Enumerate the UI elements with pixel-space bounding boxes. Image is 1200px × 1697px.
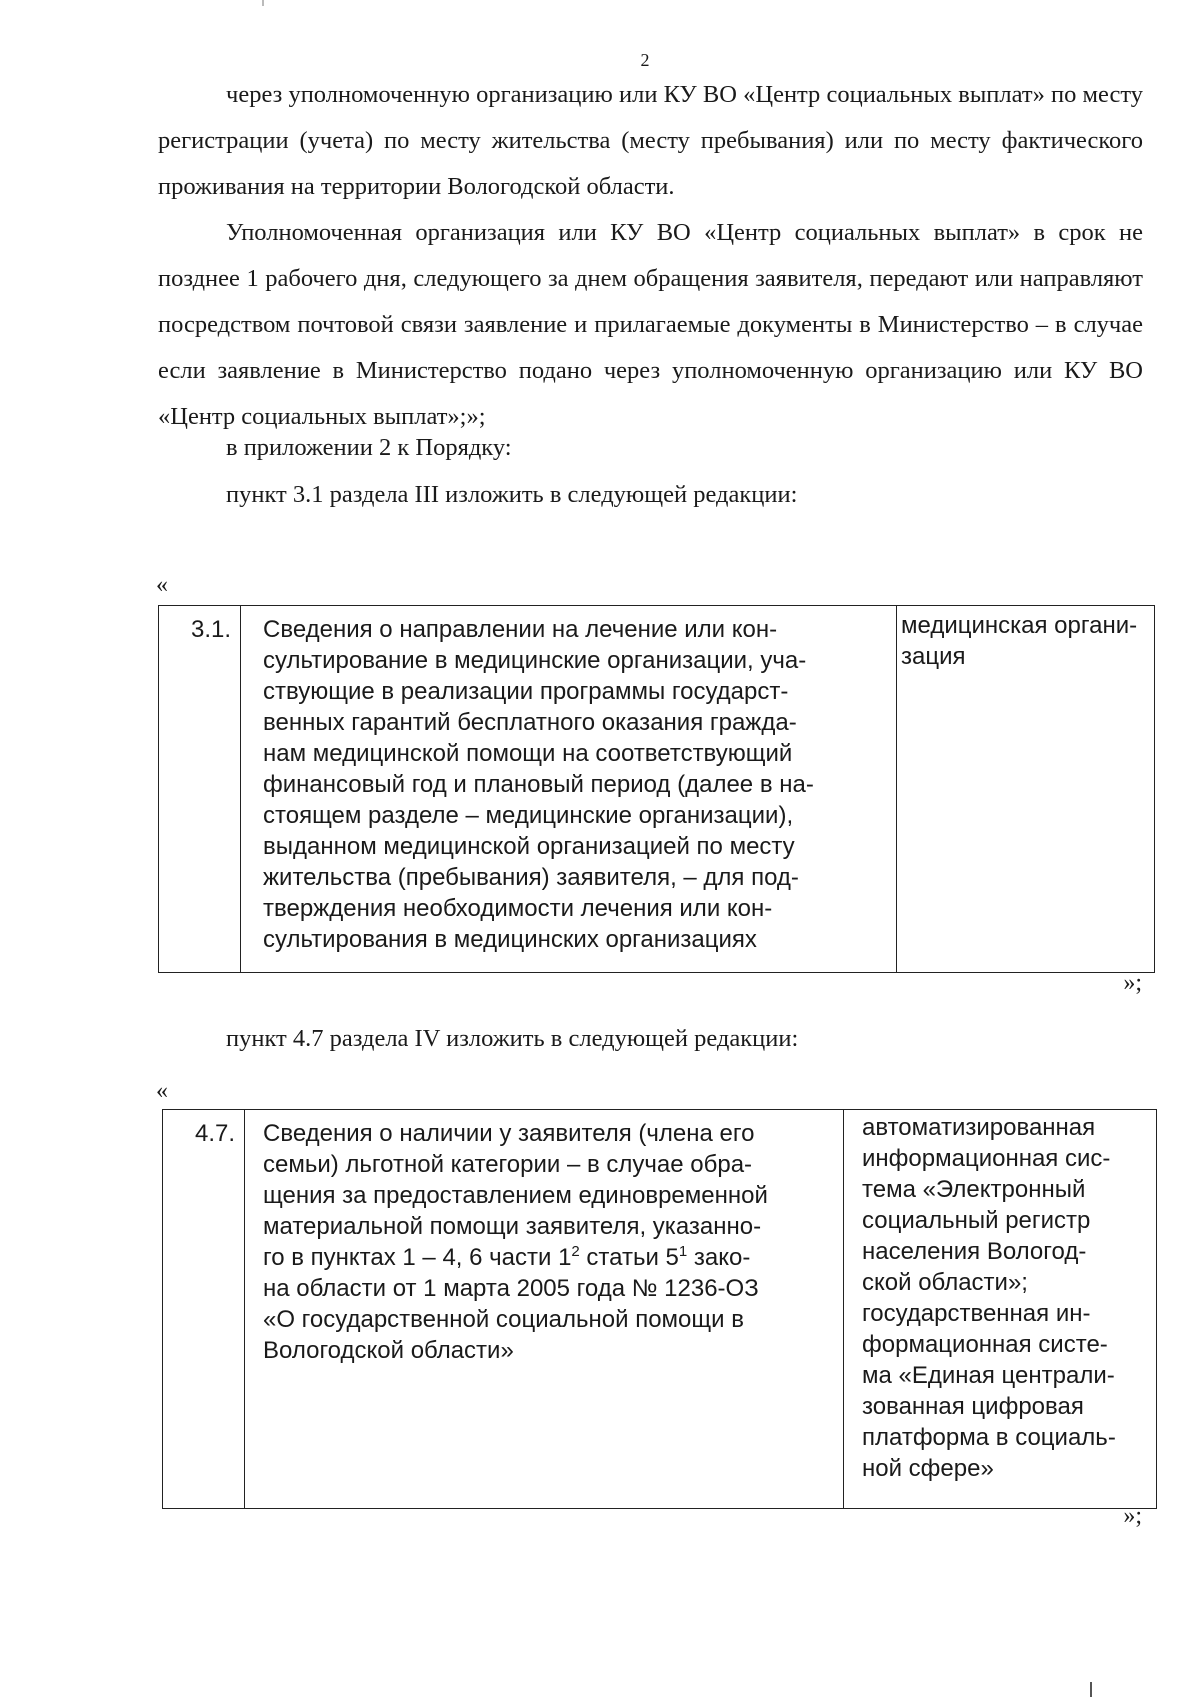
source-line: ской области»; <box>862 1269 1028 1296</box>
source-line: зованная цифровая <box>862 1393 1084 1420</box>
source-line: автоматизированная <box>862 1114 1096 1141</box>
paragraph-2: Уполномоченная организация или КУ ВО «Центр социальных выплат» в срок не позднее 1 рабочего дня, следующего за днем обращения заявителя, передают или направляют посредством почтовой связи заявление и прилагаемые документы в Министерство – в случае если заявление в Министерство подано через уполномоченную организацию или КУ ВО «Центр социальных выплат»;»; <box>158 219 1143 430</box>
paragraph-5: пункт 4.7 раздела IV изложить в следующей редакции: <box>226 1025 799 1052</box>
item-number: 4.7. <box>163 1110 245 1509</box>
opening-quote: « <box>156 572 168 598</box>
text-line: стоящем разделе – медицинские организации), <box>263 802 794 829</box>
closing-quote: »; <box>1123 1503 1142 1529</box>
item-source <box>897 606 1155 973</box>
source-line: ной сфере» <box>862 1455 994 1482</box>
source-line: медицинская органи- <box>901 612 1138 639</box>
source-line: зация <box>901 643 966 670</box>
table-item-3-1 <box>158 605 1155 973</box>
item-description <box>241 606 897 973</box>
text-line: щения за предоставлением единовременной <box>263 1182 768 1209</box>
paragraph-1: через уполномоченную организацию или КУ ВО «Центр социальных выплат» по месту регистрации (учета) по месту жительства (месту пребывания) или по месту фактического проживания на территории Вологодской области. <box>158 81 1143 200</box>
item-source <box>844 1110 1157 1509</box>
text-line: Сведения о наличии у заявителя (члена его <box>263 1120 755 1147</box>
source-line: государственная ин- <box>862 1300 1091 1327</box>
text-line <box>263 1242 835 1273</box>
source-line: социальный регистр <box>862 1207 1091 1234</box>
superscript: 2 <box>571 1243 580 1260</box>
text-line: нам медицинской помощи на соответствующий <box>263 740 793 767</box>
text-line: Сведения о направлении на лечение или кон- <box>263 616 778 643</box>
text-line: ствующие в реализации программы государст- <box>263 678 789 705</box>
source-line: платформа в социаль- <box>862 1424 1116 1451</box>
source-line: населения Вологод- <box>862 1238 1087 1265</box>
text-line: жительства (пребывания) заявителя, – для под- <box>263 864 799 891</box>
text-line: Вологодской области» <box>263 1337 514 1364</box>
text-line: тверждения необходимости лечения или кон- <box>263 895 773 922</box>
text-line: материальной помощи заявителя, указанно- <box>263 1213 762 1240</box>
text-fragment: статьи 5 <box>579 1244 679 1271</box>
text-line: «О государственной социальной помощи в <box>263 1306 744 1333</box>
text-line: финансовый год и плановый период (далее в на- <box>263 771 814 798</box>
scan-artifact <box>262 0 264 6</box>
source-line: ма «Единая централи- <box>862 1362 1115 1389</box>
source-line: формационная систе- <box>862 1331 1108 1358</box>
item-number: 3.1. <box>159 606 241 973</box>
closing-quote: »; <box>1123 970 1142 996</box>
paragraph-4: пункт 3.1 раздела III изложить в следующей редакции: <box>226 481 798 508</box>
text-fragment: го в пунктах 1 – 4, 6 части 1 <box>263 1244 572 1271</box>
text-line: семьи) льготной категории – в случае обра- <box>263 1151 753 1178</box>
text-fragment: зако- <box>687 1244 751 1271</box>
text-line: сультирование в медицинские организации, уча- <box>263 647 807 674</box>
page-number: 2 <box>640 50 650 70</box>
source-line: тема «Электронный <box>862 1176 1086 1203</box>
item-description <box>245 1110 844 1509</box>
source-line: информационная сис- <box>862 1145 1111 1172</box>
opening-quote: « <box>156 1078 168 1104</box>
scan-artifact <box>1090 1682 1092 1697</box>
text-line: сультирования в медицинских организациях <box>263 926 757 953</box>
text-line: на области от 1 марта 2005 года № 1236-ОЗ <box>263 1275 759 1302</box>
superscript: 1 <box>678 1243 688 1260</box>
paragraph-3: в приложении 2 к Порядку: <box>226 434 512 461</box>
text-line: венных гарантий бесплатного оказания гражда- <box>263 709 797 736</box>
text-line: выданном медицинской организацией по месту <box>263 833 795 860</box>
table-item-4-7 <box>162 1109 1157 1509</box>
